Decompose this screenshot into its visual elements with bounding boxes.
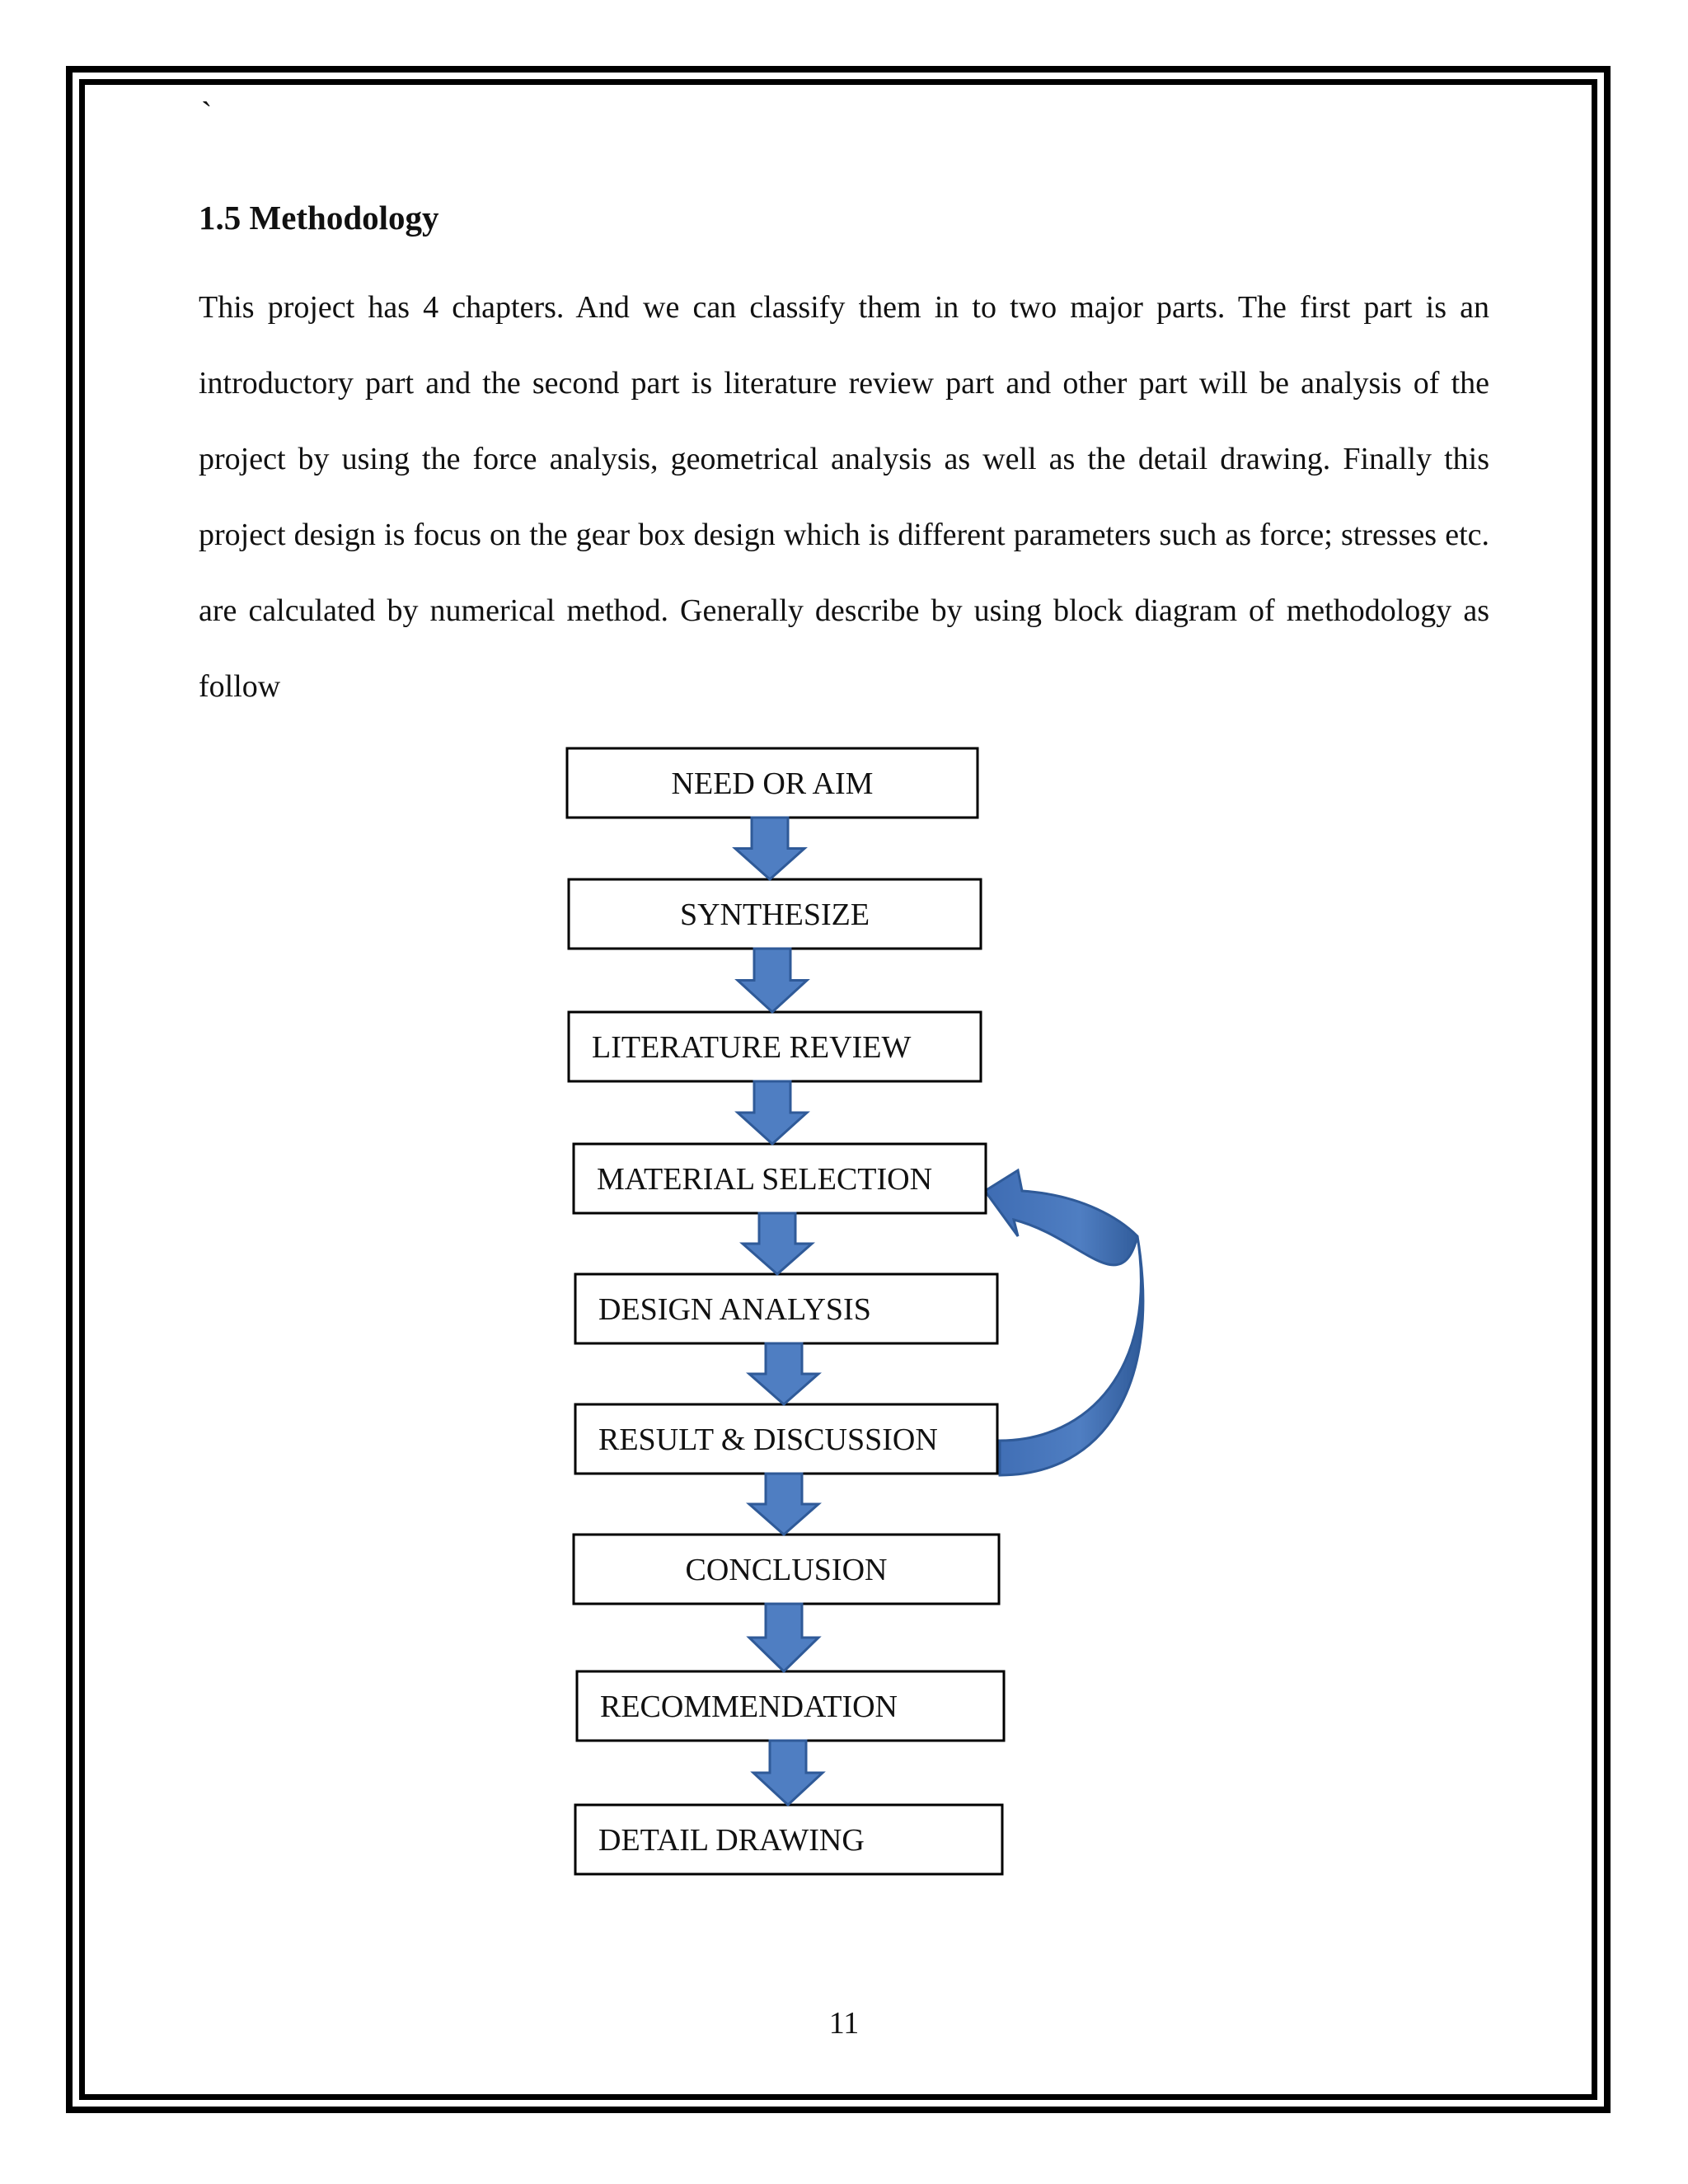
flow-step-result-and-discussion (575, 1404, 997, 1474)
flow-step-label: DETAIL DRAWING (598, 1823, 865, 1858)
tick-mark: ` (201, 95, 213, 132)
flow-step-label: LITERATURE REVIEW (592, 1030, 912, 1065)
flow-step-recommendation (577, 1671, 1004, 1741)
page-number: 11 (828, 2006, 860, 2041)
flow-step-label: NEED OR AIM (671, 766, 874, 801)
flow-down-arrow-5 (749, 1343, 818, 1404)
flow-step-need-or-aim (567, 748, 978, 818)
flow-down-arrow-2 (738, 949, 807, 1012)
flow-step-label: MATERIAL SELECTION (597, 1162, 933, 1197)
flow-step-label: SYNTHESIZE (679, 898, 870, 932)
methodology-paragraph: This project has 4 chapters. And we can classify them in to two major parts. The first part is an introductory part and the second part is literature review part and other part will be analysis of the project by using the force analysis, geometrical analysis as well as the detail drawing. Finally this project design is focus on the gear box design which is different parameters such as force; stresses etc. are calculated by numerical method. Generally describe by using block diagram of methodology as follow (199, 290, 1489, 704)
flow-down-arrow-3 (738, 1081, 807, 1144)
flow-down-arrow-1 (735, 818, 804, 879)
flow-down-arrow-4 (743, 1213, 812, 1274)
flow-step-design-analysis (575, 1274, 997, 1343)
flow-step-synthesize (569, 879, 981, 949)
flow-down-arrow-7 (749, 1604, 818, 1671)
flow-step-material-selection (574, 1144, 986, 1213)
feedback-curved-arrow (985, 1170, 1143, 1475)
flow-step-label: RECOMMENDATION (600, 1690, 898, 1724)
flow-step-label: CONCLUSION (685, 1553, 888, 1587)
flow-step-conclusion (574, 1535, 999, 1604)
flow-step-literature-review (569, 1012, 981, 1081)
section-heading: 1.5 Methodology (199, 199, 439, 237)
flow-down-arrow-8 (753, 1741, 823, 1805)
flow-step-label: RESULT & DISCUSSION (598, 1422, 938, 1457)
flow-step-label: DESIGN ANALYSIS (598, 1292, 871, 1327)
flow-step-detail-drawing (575, 1805, 1002, 1874)
flow-down-arrow-6 (749, 1474, 818, 1535)
